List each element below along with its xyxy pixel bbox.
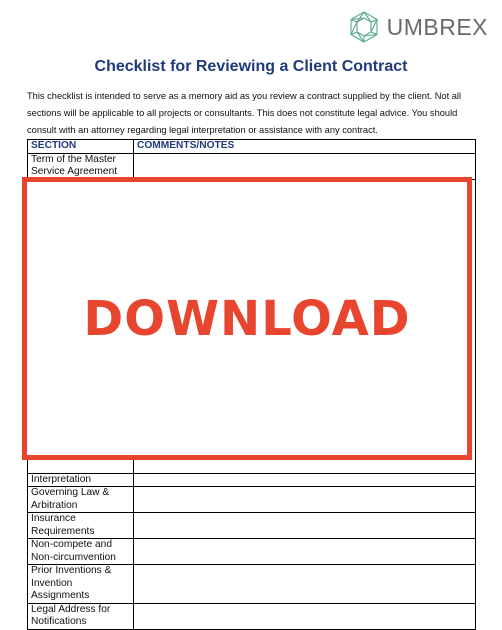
row-notes[interactable] bbox=[134, 153, 476, 179]
row-section: Insurance Requirements bbox=[28, 513, 134, 539]
row-notes[interactable] bbox=[134, 539, 476, 565]
download-overlay[interactable] bbox=[22, 177, 472, 460]
header-section: SECTION bbox=[28, 140, 134, 154]
row-notes[interactable] bbox=[134, 603, 476, 629]
table-row bbox=[28, 565, 476, 604]
page-title: Checklist for Reviewing a Client Contract bbox=[94, 58, 408, 75]
logo-text: UMBREX bbox=[386, 13, 488, 40]
row-section: Governing Law & Arbitration bbox=[28, 487, 134, 513]
table-row bbox=[28, 487, 476, 513]
row-notes[interactable] bbox=[134, 565, 476, 604]
row-notes[interactable] bbox=[134, 513, 476, 539]
intro-paragraph: This checklist is intended to serve as a memory aid as you review a contract supplied by the client. Not all sections will be applicable to all projects or consultants. This does not constitute legal advice. You should consult with an attorney regarding legal interpretation or assistance with any contract. bbox=[27, 91, 462, 135]
umbrex-geodesic-icon bbox=[347, 10, 381, 44]
table-row bbox=[28, 603, 476, 629]
row-section: Prior Inventions & Invention Assignments bbox=[28, 565, 134, 604]
row-section: Term of the Master Service Agreement bbox=[28, 153, 134, 179]
table-row bbox=[28, 153, 476, 179]
download-label[interactable]: DOWNLOAD bbox=[83, 290, 411, 347]
row-section: Interpretation bbox=[28, 473, 134, 487]
umbrex-logo bbox=[347, 10, 488, 44]
table-row bbox=[28, 473, 476, 487]
row-section: Non-compete and Non-circumvention bbox=[28, 539, 134, 565]
row-notes[interactable] bbox=[134, 473, 476, 487]
table-row bbox=[28, 539, 476, 565]
header-comments: COMMENTS/NOTES bbox=[134, 140, 476, 154]
row-notes[interactable] bbox=[134, 487, 476, 513]
table-row bbox=[28, 513, 476, 539]
table-header-row bbox=[28, 140, 476, 154]
row-section: Legal Address for Notifications bbox=[28, 603, 134, 629]
